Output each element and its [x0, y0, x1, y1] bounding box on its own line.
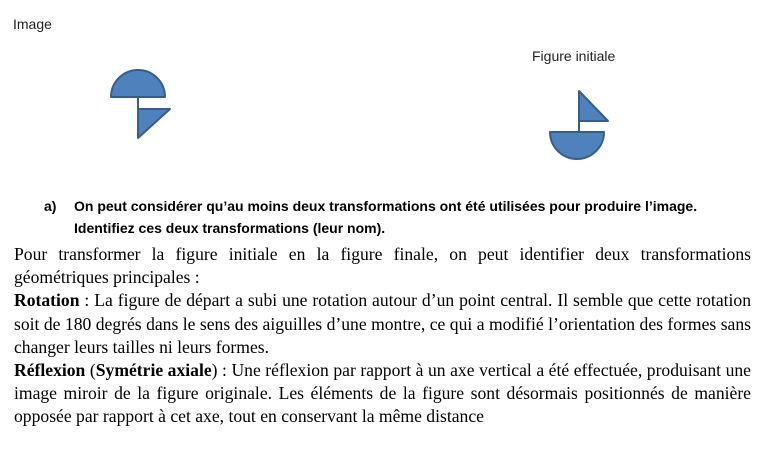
reflection-term: Réflexion — [14, 360, 86, 381]
initial-figure-label: Figure initiale — [532, 48, 616, 64]
rotation-text: : La figure de départ a subi une rotation autour d’un point central. Il semble que cette rotation soit de 180 degrés dans le sens des aiguilles d’une montre, ce qui a modifié l’orientation des formes sans changer leurs tailles ni leurs formes. — [14, 290, 751, 357]
answer-text — [14, 243, 751, 429]
question-text: On peut considérer qu’au moins deux transformations ont été utilisées pour produire l’image. Identifiez ces deux transformations (leur nom). — [74, 198, 698, 236]
image-semicircle — [111, 70, 165, 97]
answer-intro: Pour transformer la figure initiale en la figure finale, on peut identifier deux transformations géométriques principales : — [14, 244, 751, 288]
initial-figure — [540, 85, 620, 175]
reflection-text: : Une réflexion par rapport à un axe vertical a été effectuée, produisant une image miroir de la figure originale. Les éléments de la figure sont désormais positionnés de manière opposée par rapport à cet axe, tout en conservant la même distance — [14, 360, 751, 427]
image-label: Image — [13, 16, 52, 32]
reflection-paragraph — [14, 359, 751, 429]
reflection-paren-close: ) — [211, 360, 218, 381]
initial-semicircle — [550, 132, 604, 159]
transformed-image-figure — [100, 60, 180, 145]
image-flag-triangle — [138, 109, 170, 138]
question-number: a) — [44, 198, 57, 214]
rotation-term: Rotation — [14, 290, 80, 311]
rotation-paragraph — [14, 289, 751, 359]
reflection-subterm: Symétrie axiale — [95, 360, 212, 381]
reflection-paren-open: ( — [85, 360, 96, 381]
initial-flag-triangle — [579, 91, 608, 121]
